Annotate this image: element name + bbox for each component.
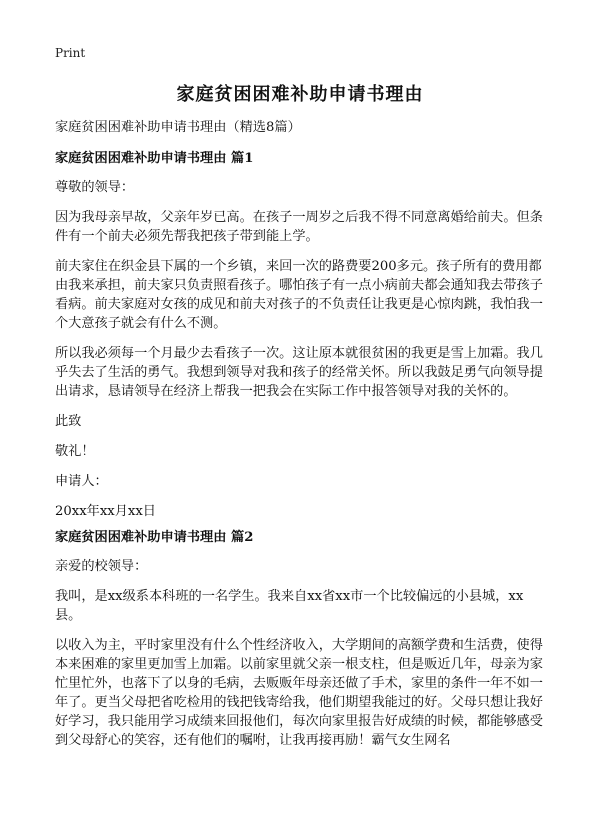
article-2-paragraph-1: 我叫，是xx级系本科班的一名学生。我来自xx省xx市一个比较偏远的小县城，xx县。 bbox=[55, 589, 524, 623]
article-1-closing-1: 此致 bbox=[55, 414, 82, 429]
article-1-heading: 家庭贫困困难补助申请书理由 篇1 bbox=[55, 151, 254, 166]
document-body bbox=[55, 118, 547, 761]
article-1-paragraph-2: 前夫家住在织金县下属的一个乡镇，来回一次的路费要200多元。孩子所有的费用都由我来承担，前夫家只负责照看孩子。哪怕孩子有一点小病前夫都会通知我去带孩子看病。前夫家庭对女孩的成见和前夫对孩子的不负责任让我更是心惊肉跳，我怕我一个大意孩子就会有什么不测。 bbox=[55, 259, 543, 331]
article-1-paragraph-1: 因为我母亲早故，父亲年岁已高。在孩子一周岁之后我不得不同意离婚给前夫。但条件有一个前夫必须先帮我把孩子带到能上学。 bbox=[55, 210, 543, 244]
article-2-greeting: 亲爱的校领导： bbox=[55, 559, 148, 574]
print-label[interactable]: Print bbox=[55, 46, 86, 60]
article-2-paragraph-2: 以收入为主，平时家里没有什么个性经济收入，大学期间的高额学费和生活费，使得本来困难的家里更加雪上加霜。以前家里就父亲一根支柱，但是贩近几年，母亲为家忙里忙外，也落下了以身的毛病，去贩贩年母亲还做了手术，家里的条件一年不如一年了。更当父母把省吃检用的钱把钱寄给我，他们期望我能过的好。父母只想让我好好学习，我只能用学习成绩来回报他们，每次向家里报告好成绩的时候，都能够感受到父母舒心的笑容，还有他们的嘱咐，让我再接再励！霸气女生网名 bbox=[55, 638, 543, 748]
article-1-applicant: 申请人： bbox=[55, 474, 108, 489]
article-1-closing-2: 敬礼！ bbox=[55, 444, 95, 459]
article-1-paragraph-3: 所以我必须每一个月最少去看孩子一次。这让原本就很贫困的我更是雪上加霜。我几乎失去了生活的勇气。我想到领导对我和孩子的经常关怀。所以我鼓足勇气向领导提出请求，恳请领导在经济上帮我一把我会在实际工作中报答领导对我的关怀的。 bbox=[55, 346, 543, 399]
document-title: 家庭贫困困难补助申请书理由 bbox=[176, 84, 424, 105]
document-subtitle: 家庭贫困困难补助申请书理由（精选8篇） bbox=[55, 120, 301, 135]
article-2-heading: 家庭贫困困难补助申请书理由 篇2 bbox=[55, 530, 254, 545]
article-1-date: 20xx年xx月xx日 bbox=[55, 504, 156, 519]
article-1-greeting: 尊敬的领导： bbox=[55, 180, 135, 195]
